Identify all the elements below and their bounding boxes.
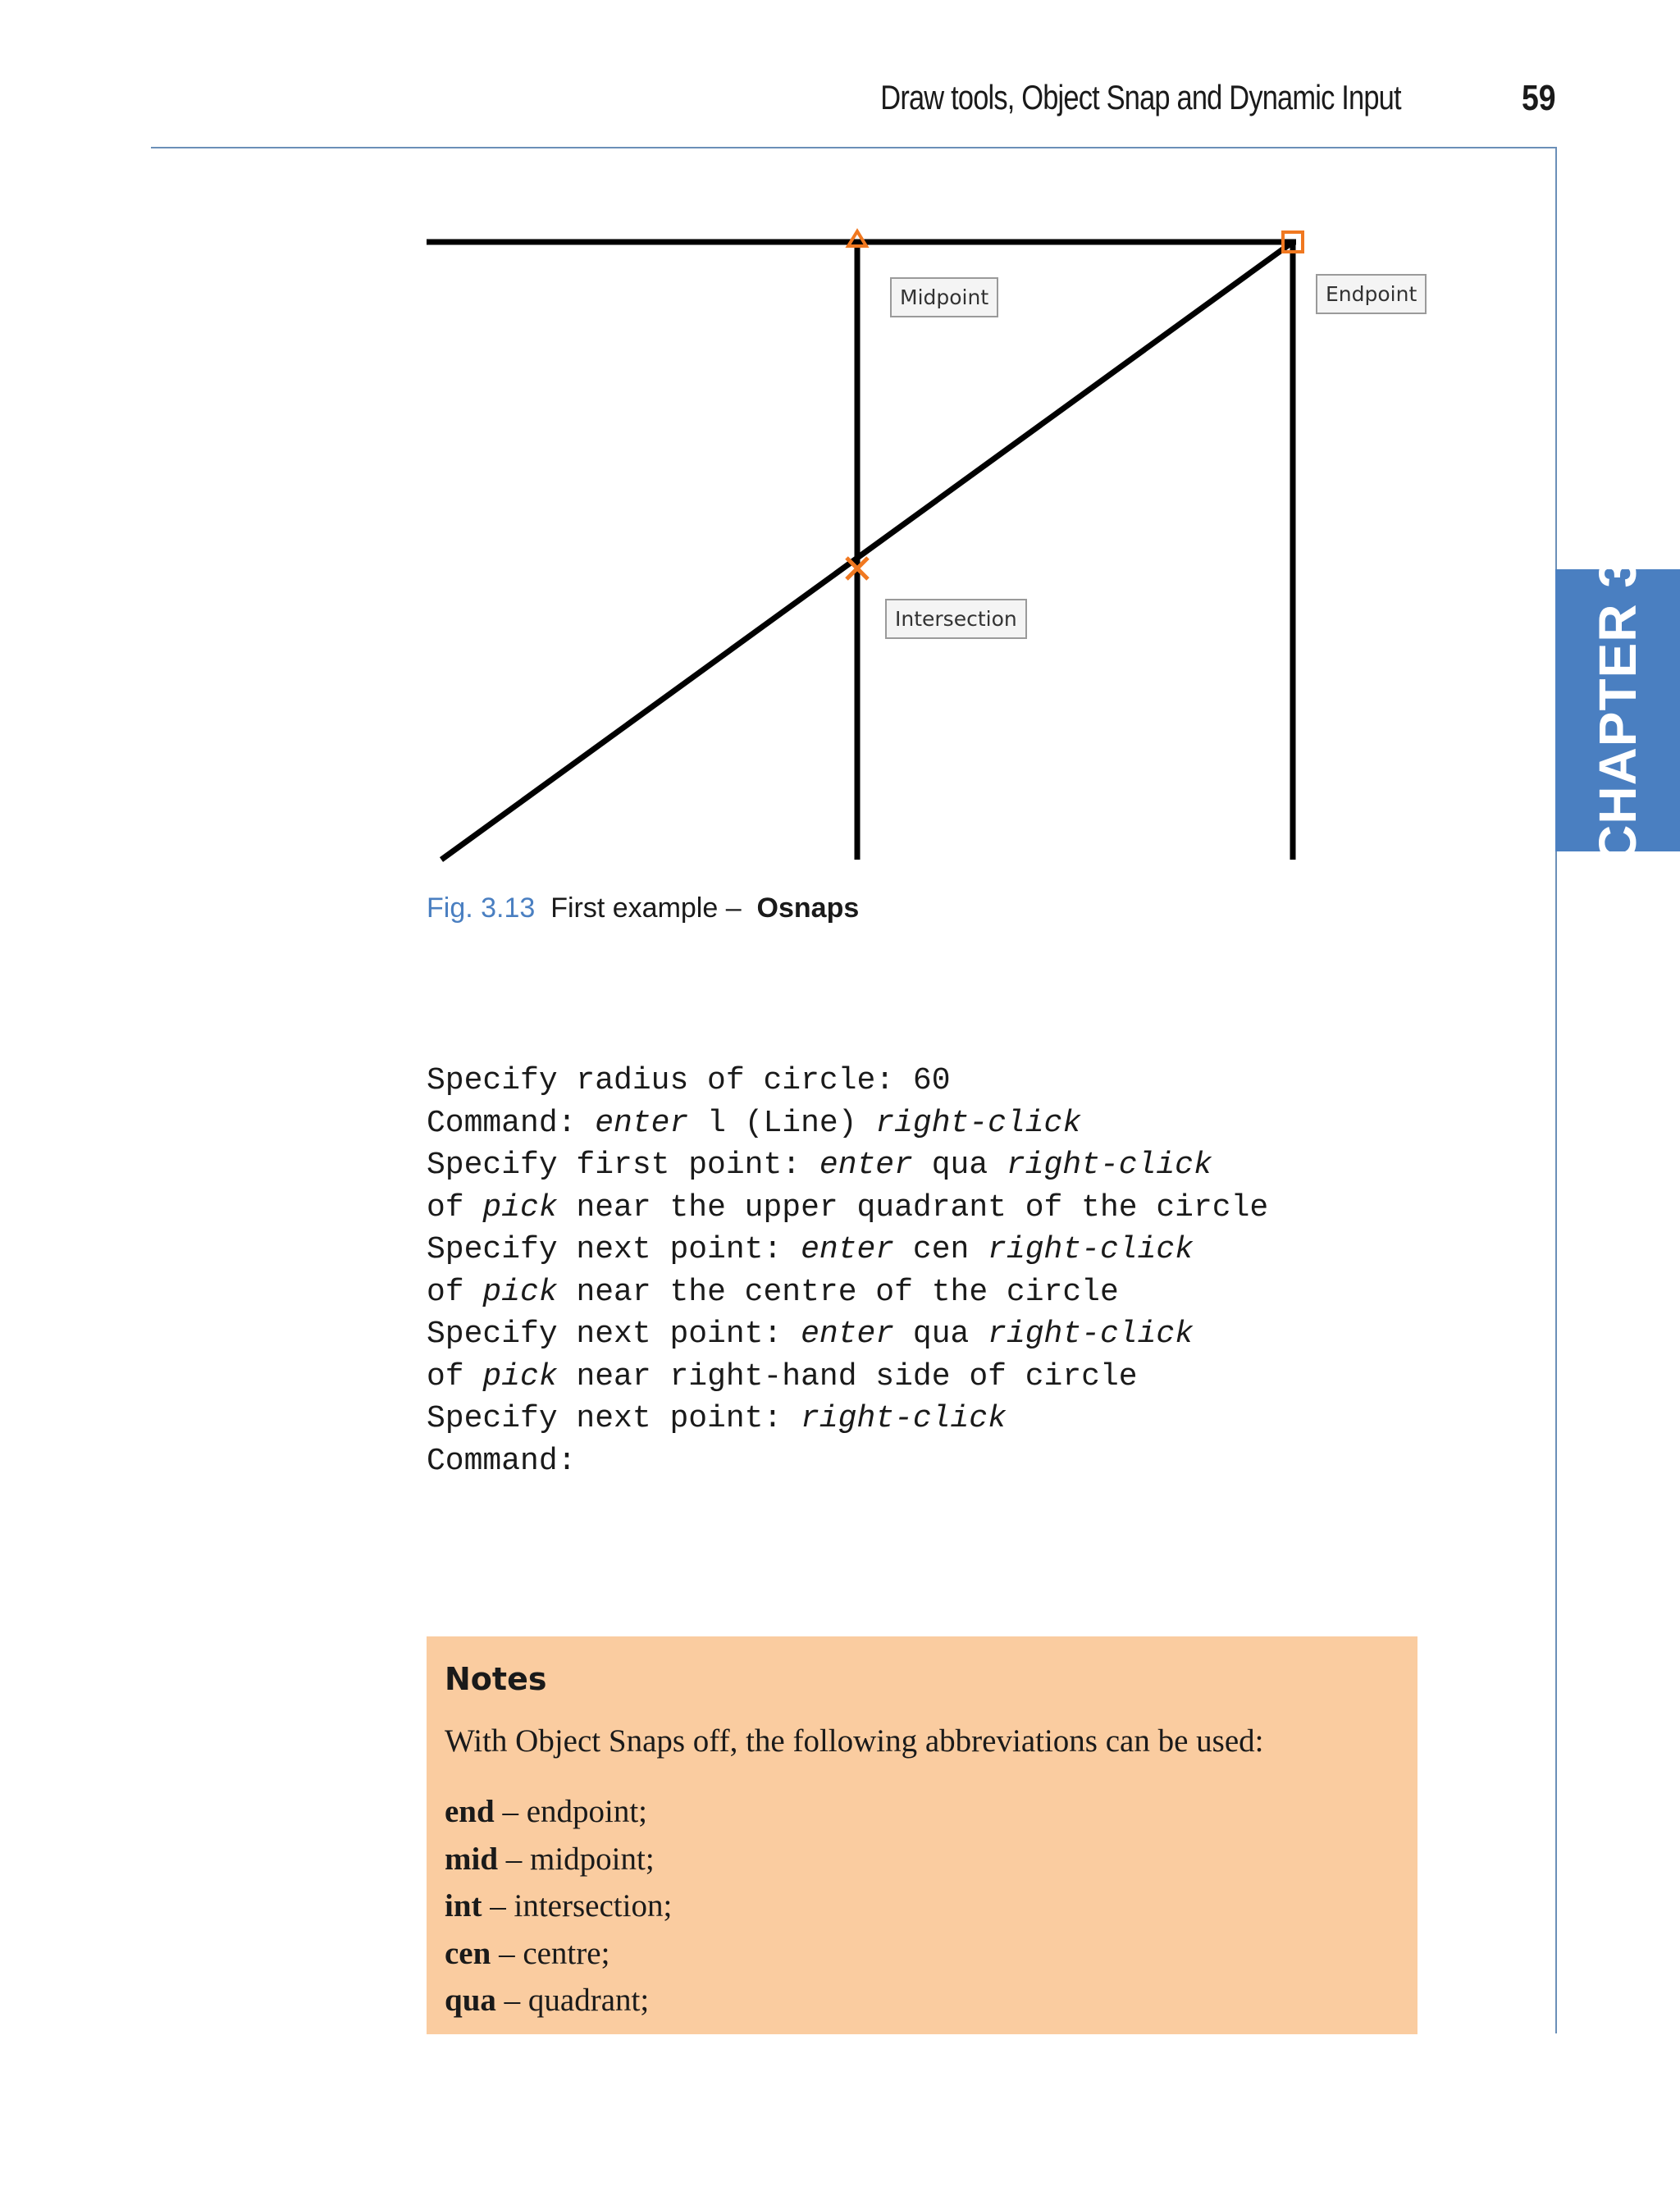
caption-bold: Osnaps	[756, 892, 860, 924]
notes-title: Notes	[445, 1661, 547, 1697]
endpoint-tooltip: Endpoint	[1316, 274, 1427, 314]
abbreviation-item	[445, 1977, 672, 2024]
prompt-text: Command:	[427, 1443, 577, 1479]
osnaps-figure	[425, 213, 1475, 869]
command-line	[427, 1271, 1268, 1314]
prompt-text: near the upper quadrant of the circle	[557, 1189, 1269, 1225]
abbreviation-item	[445, 1788, 672, 1836]
user-action-text: right-click	[988, 1232, 1194, 1267]
user-action-text: enter	[595, 1105, 689, 1141]
command-line	[427, 1313, 1268, 1356]
command-line	[427, 1060, 1268, 1102]
abbreviation-item	[445, 1836, 672, 1883]
prompt-text: Specify radius of circle: 60	[427, 1063, 951, 1098]
prompt-text: cen	[894, 1232, 988, 1267]
page-number: 59	[1522, 78, 1556, 118]
abbreviation-code: qua	[445, 1983, 496, 2018]
abbreviation-item	[445, 1883, 672, 1930]
caption-number: Fig. 3.13	[427, 892, 536, 924]
running-header: Draw tools, Object Snap and Dynamic Input	[880, 78, 1401, 116]
caption-text: First example –	[550, 892, 742, 924]
abbreviation-meaning: – midpoint;	[498, 1841, 655, 1877]
header-divider	[151, 147, 1557, 148]
user-action-text: right-click	[988, 1317, 1194, 1352]
prompt-text: Specify next point:	[427, 1232, 801, 1267]
user-action-text: enter	[801, 1317, 895, 1352]
command-sequence	[427, 1060, 1268, 1482]
prompt-text: Command:	[427, 1105, 596, 1141]
abbreviation-meaning: – intersection;	[482, 1888, 673, 1924]
chapter-tab-label: CHAPTER 3	[1588, 558, 1647, 863]
diagonal-line	[441, 242, 1293, 860]
margin-divider	[1555, 147, 1557, 2033]
prompt-text: Specify next point:	[427, 1401, 801, 1436]
abbreviation-item	[445, 1930, 672, 1978]
abbreviation-code: mid	[445, 1841, 499, 1877]
command-line	[427, 1440, 1268, 1483]
prompt-text: qua	[894, 1317, 988, 1352]
command-line	[427, 1356, 1268, 1399]
prompt-text: qua	[912, 1148, 1007, 1183]
user-action-text: pick	[482, 1189, 558, 1225]
user-action-text: pick	[482, 1358, 558, 1394]
user-action-text: right-click	[1006, 1148, 1212, 1183]
command-line	[427, 1229, 1268, 1271]
midpoint-tooltip: Midpoint	[890, 277, 998, 317]
user-action-text: enter	[819, 1148, 913, 1183]
abbreviation-meaning: – endpoint;	[494, 1794, 648, 1829]
abbreviation-meaning: – quadrant;	[495, 1983, 650, 2018]
command-line	[427, 1144, 1268, 1187]
abbreviation-code: cen	[445, 1935, 491, 1971]
notes-box	[427, 1636, 1418, 2034]
abbreviation-meaning: – centre;	[491, 1935, 610, 1971]
notes-intro: With Object Snaps off, the following abbreviations can be used:	[445, 1723, 1264, 1759]
prompt-text: l (Line)	[688, 1105, 876, 1141]
user-action-text: enter	[801, 1232, 895, 1267]
figure-caption	[427, 892, 859, 924]
command-line	[427, 1102, 1268, 1145]
abbreviation-list	[445, 1788, 672, 2024]
prompt-text: Specify first point:	[427, 1148, 819, 1183]
prompt-text: near the centre of the circle	[557, 1274, 1119, 1310]
command-line	[427, 1187, 1268, 1230]
user-action-text: right-click	[801, 1401, 1007, 1436]
prompt-text: of	[427, 1189, 483, 1225]
abbreviation-code: int	[445, 1888, 482, 1924]
user-action-text: right-click	[875, 1105, 1082, 1141]
intersection-tooltip: Intersection	[885, 599, 1027, 639]
prompt-text: Specify next point:	[427, 1317, 801, 1352]
prompt-text: near right-hand side of circle	[557, 1358, 1138, 1394]
user-action-text: pick	[482, 1274, 558, 1310]
abbreviation-code: end	[445, 1794, 495, 1829]
prompt-text: of	[427, 1358, 483, 1394]
prompt-text: of	[427, 1274, 483, 1310]
command-line	[427, 1398, 1268, 1440]
chapter-tab	[1555, 558, 1680, 863]
